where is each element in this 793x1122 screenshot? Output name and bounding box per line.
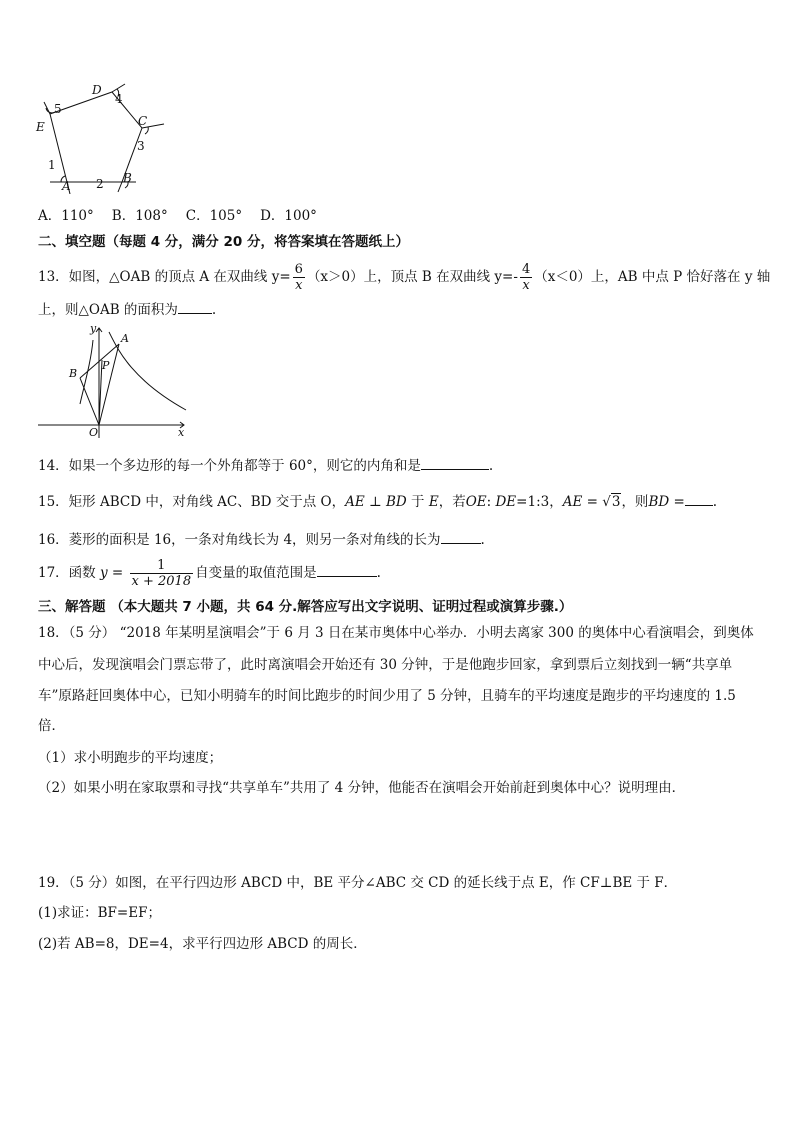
q17-period: . xyxy=(376,565,381,581)
q15-text-8: = xyxy=(669,494,685,510)
q13-line-1 xyxy=(38,262,770,293)
vertex-label-e: E xyxy=(36,120,45,134)
vertex-label-b: B xyxy=(123,171,132,185)
pentagon-figure xyxy=(28,82,178,194)
q18-sub-1: （1）求小明跑步的平均速度； xyxy=(38,750,223,766)
q15-math-3: OE xyxy=(465,494,487,510)
q13-fraction-1 xyxy=(293,262,305,293)
q17-fraction-den: x + 2018 xyxy=(131,574,192,589)
q13-line-2 xyxy=(38,300,216,320)
q19-sub-2: (2)若 AB=8，DE=4，求平行四边形 ABCD 的周长． xyxy=(38,936,367,952)
q15-math-1: AE ⊥ BD xyxy=(345,494,407,510)
angle-label-5: 5 xyxy=(54,102,62,116)
q13-fraction-1-num: 6 xyxy=(294,262,303,277)
q19-sub-1: (1)求证：BF=EF； xyxy=(38,905,161,921)
angle-label-2: 2 xyxy=(96,177,104,191)
q17-math-y: y xyxy=(99,565,108,581)
q13-fraction-2 xyxy=(520,262,532,293)
q15-text-1: 15．矩形 ABCD 中，对角线 AC、BD 交于点 O， xyxy=(38,494,346,510)
q18-line-2: 中心后，发现演唱会门票忘带了，此时离演唱会开始还有 30 分钟，于是他跑步回家，拿到票后立刻找到一辆“共享单 xyxy=(38,657,733,673)
q15-answer-blank[interactable] xyxy=(685,493,713,506)
q16-answer-blank[interactable] xyxy=(441,531,481,544)
q17-answer-blank[interactable] xyxy=(317,564,377,577)
q13-fraction-2-den: x xyxy=(522,278,530,293)
q15-text-7: ，则 xyxy=(621,494,649,510)
angle-label-1: 1 xyxy=(48,158,56,172)
q15-text-2: 于 xyxy=(406,494,429,510)
q15-text-6: = xyxy=(582,494,603,510)
section-2-heading: 二、填空题（每题 4 分，满分 20 分，将答案填在答题纸上） xyxy=(38,234,409,250)
q12-option-b: B．108° xyxy=(111,208,168,224)
q12-options xyxy=(38,206,317,226)
q13-text-2: （x＞0）上，顶点 B 在双曲线 y=- xyxy=(306,269,518,285)
q17-text-1: 17．函数 xyxy=(38,565,100,581)
q13-fraction-1-den: x xyxy=(295,278,303,293)
q14-period: . xyxy=(488,458,494,474)
q18-line-3: 车”原路赶回奥体中心，已知小明骑车的时间比跑步的时间少用了 5 分钟，且骑车的平均速度是跑步的平均速度的 1.5 xyxy=(38,688,736,704)
q16-text: 16．菱形的面积是 16，一条对角线长为 4，则另一条对角线的长为 xyxy=(38,532,441,548)
q14-text: 14．如果一个多边形的每一个外角都等于 60°，则它的内角和是 xyxy=(38,458,421,474)
q15-math-6: BD xyxy=(648,494,670,510)
q17 xyxy=(38,556,381,590)
angle-label-4: 4 xyxy=(115,92,123,106)
q16-period: . xyxy=(480,532,485,548)
q15-math-5: AE xyxy=(562,494,583,510)
q15-text-3: ，若 xyxy=(438,494,466,510)
q12-option-c: C．105° xyxy=(185,208,243,224)
graph-label-p: P xyxy=(102,359,110,372)
q19-line-1: 19．（5 分）如图，在平行四边形 ABCD 中，BE 平分∠ABC 交 CD 的延长线于点 E，作 CF⊥BE 于 F． xyxy=(38,875,678,891)
graph-label-x: x xyxy=(178,426,185,439)
q17-text-2: 自变量的取值范围是 xyxy=(195,565,317,581)
q13-fraction-2-num: 4 xyxy=(521,262,531,277)
section-3-heading: 三、解答题 （本大题共 7 小题，共 64 分.解答应写出文字说明、证明过程或演算步骤.） xyxy=(38,599,573,615)
q13-text-4: 上，则△OAB 的面积为 xyxy=(38,302,178,318)
angle-label-3: 3 xyxy=(137,139,145,153)
graph-label-a: A xyxy=(121,332,129,345)
q14 xyxy=(38,456,493,476)
vertex-label-c: C xyxy=(138,114,148,128)
q13-answer-blank[interactable] xyxy=(178,301,212,314)
hyperbola-graph xyxy=(36,322,196,440)
q17-eq: = xyxy=(107,565,128,581)
q18-sub-2: （2）如果小明在家取票和寻找“共享单车”共用了 4 分钟，他能否在演唱会开始前赶到奥体中心？说明理由． xyxy=(38,780,686,796)
q18-line-4: 倍． xyxy=(38,718,65,734)
q13-text-3: （x＜0）上，AB 中点 P 恰好落在 y 轴 xyxy=(534,269,771,285)
graph-label-o: O xyxy=(89,426,99,439)
q17-fraction-num: 1 xyxy=(130,558,194,574)
vertex-label-a: A xyxy=(62,179,71,193)
q15 xyxy=(38,492,717,512)
graph-label-b: B xyxy=(69,367,78,380)
q15-math-2: E xyxy=(428,494,439,510)
vertex-label-d: D xyxy=(92,83,102,97)
q15-period: . xyxy=(712,494,718,510)
q13-text-1: 13．如图，△OAB 的顶点 A 在双曲线 y= xyxy=(38,269,291,285)
q14-answer-blank[interactable] xyxy=(421,457,489,470)
q18-line-1: 18．（5 分） “2018 年某明星演唱会”于 6 月 3 日在某市奥体中心举办．小明去离家 300 的奥体中心看演唱会，到奥体 xyxy=(38,625,754,641)
q15-math-4: DE xyxy=(495,494,517,510)
q15-text-5: =1:3， xyxy=(516,494,563,510)
q15-sqrt-value: 3 xyxy=(611,494,621,510)
sqrt-sign: √ xyxy=(602,494,611,510)
q12-option-d: D．100° xyxy=(260,208,317,224)
q15-text-4: : xyxy=(486,494,496,510)
q13-period: . xyxy=(211,302,217,318)
q12-option-a: A．110° xyxy=(38,208,94,224)
q17-fraction xyxy=(130,558,194,589)
graph-label-y: y xyxy=(90,322,97,335)
q16 xyxy=(38,530,485,550)
